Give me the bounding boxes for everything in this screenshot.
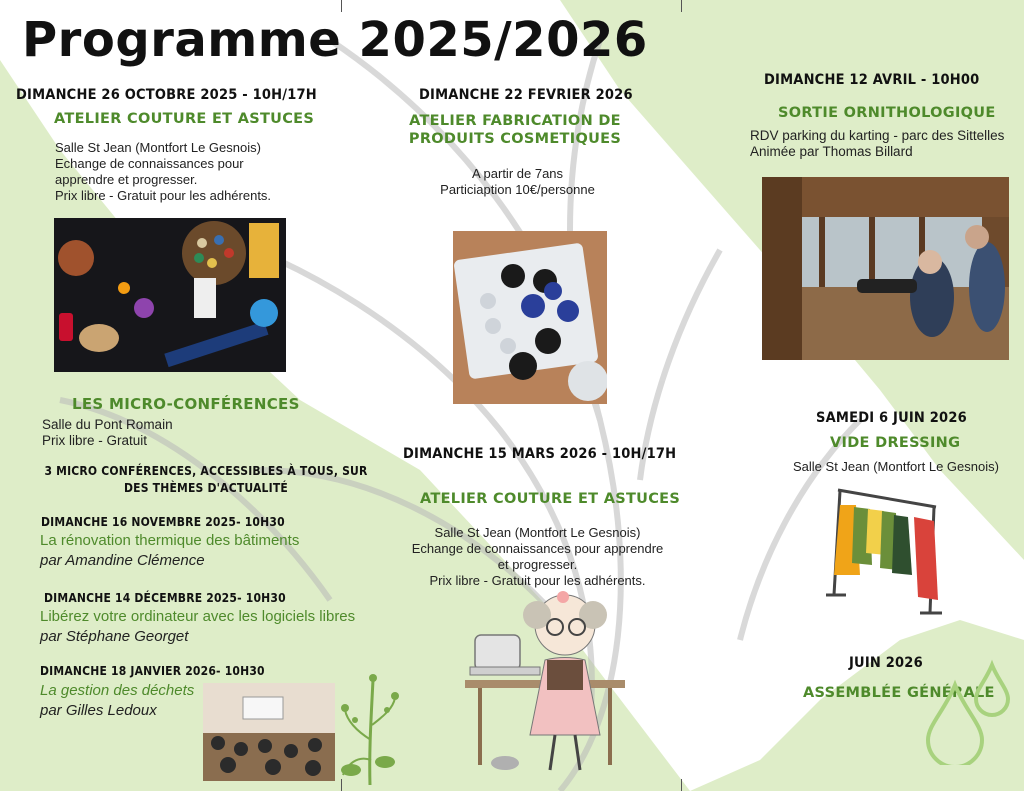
talk-date: DIMANCHE 16 NOVEMBRE 2025- 10H30 <box>41 515 285 529</box>
event-details <box>395 525 680 589</box>
page-title: Programme 2025/2026 <box>22 12 648 68</box>
talk-title: La gestion des déchets <box>40 682 195 699</box>
talk-speaker: par Stéphane Georget <box>40 628 189 645</box>
event-date: DIMANCHE 26 OCTOBRE 2025 - 10H/17H <box>16 87 317 103</box>
event-date: SAMEDI 6 JUIN 2026 <box>816 410 967 426</box>
talk-speaker: par Amandine Clémence <box>40 552 205 569</box>
title-line: PRODUITS COSMETIQUES <box>408 131 622 147</box>
event-title: VIDE DRESSING <box>830 435 961 451</box>
detail-line: Prix libre - Gratuit <box>42 433 148 448</box>
detail-line: Animée par Thomas Billard <box>750 144 913 159</box>
event-title <box>400 112 630 148</box>
section-details <box>42 417 173 449</box>
conference-room-photo <box>203 683 335 781</box>
fold-mark <box>681 0 682 12</box>
detail-line: RDV parking du karting - parc des Sittelles <box>750 128 1005 143</box>
fold-mark <box>341 0 342 12</box>
section-title: LES MICRO-CONFÉRENCES <box>72 395 300 413</box>
detail-line: Salle St Jean (Montfort Le Gesnois) <box>434 525 641 540</box>
event-details <box>750 128 1004 160</box>
event-details <box>400 166 635 198</box>
detail-line: Particiaption 10€/personne <box>440 182 595 197</box>
sewing-supplies-photo <box>54 218 286 372</box>
talk-date: DIMANCHE 18 JANVIER 2026- 10H30 <box>40 664 265 678</box>
clothes-rack-illustration <box>826 485 948 617</box>
event-title: ASSEMBLÉE GÉNÉRALE <box>803 685 995 701</box>
detail-line: et progresser. <box>497 557 578 572</box>
detail-line: Prix libre - Gratuit pour les adhérents. <box>55 188 272 203</box>
talk-title: Libérez votre ordinateur avec les logiciels libres <box>40 608 356 625</box>
title-line: ATELIER FABRICATION DE <box>409 113 621 129</box>
detail-line: Salle St Jean (Montfort Le Gesnois) <box>55 140 261 155</box>
detail-line: Salle St Jean (Montfort Le Gesnois) <box>793 459 999 474</box>
talk-date: DIMANCHE 14 DÉCEMBRE 2025- 10H30 <box>44 591 286 605</box>
detail-line: apprendre et progresser. <box>55 172 198 187</box>
water-drops-icon <box>920 655 1024 765</box>
event-title: ATELIER COUTURE ET ASTUCES <box>420 491 681 507</box>
talk-speaker: par Gilles Ledoux <box>40 702 157 719</box>
detail-line: Echange de connaissances pour apprendre <box>411 541 664 556</box>
event-date: DIMANCHE 15 MARS 2026 - 10H/17H <box>403 446 677 462</box>
section-subtitle: 3 MICRO CONFÉRENCES, ACCESSIBLES À TOUS, SUR DES THÈMES D'ACTUALITÉ <box>44 464 368 495</box>
talk-title: La rénovation thermique des bâtiments <box>40 532 300 549</box>
event-title: SORTIE ORNITHOLOGIQUE <box>778 105 996 121</box>
bird-watching-photo <box>762 177 1009 360</box>
fold-mark <box>681 779 682 791</box>
cosmetics-jars-photo <box>453 231 607 404</box>
plant-sprig-icon <box>335 670 405 785</box>
detail-line: Echange de connaissances pour <box>55 156 244 171</box>
event-date: DIMANCHE 22 FEVRIER 2026 <box>419 87 633 103</box>
event-title: ATELIER COUTURE ET ASTUCES <box>54 111 315 127</box>
detail-line: Salle du Pont Romain <box>42 417 173 432</box>
event-date: DIMANCHE 12 AVRIL - 10H00 <box>764 72 980 88</box>
sewing-girl-illustration <box>465 585 635 775</box>
detail-line: Prix libre - Gratuit pour les adhérents. <box>429 573 646 588</box>
event-details <box>793 459 999 475</box>
event-date: JUIN 2026 <box>849 655 923 671</box>
event-details <box>55 140 271 204</box>
detail-line: A partir de 7ans <box>471 166 564 181</box>
